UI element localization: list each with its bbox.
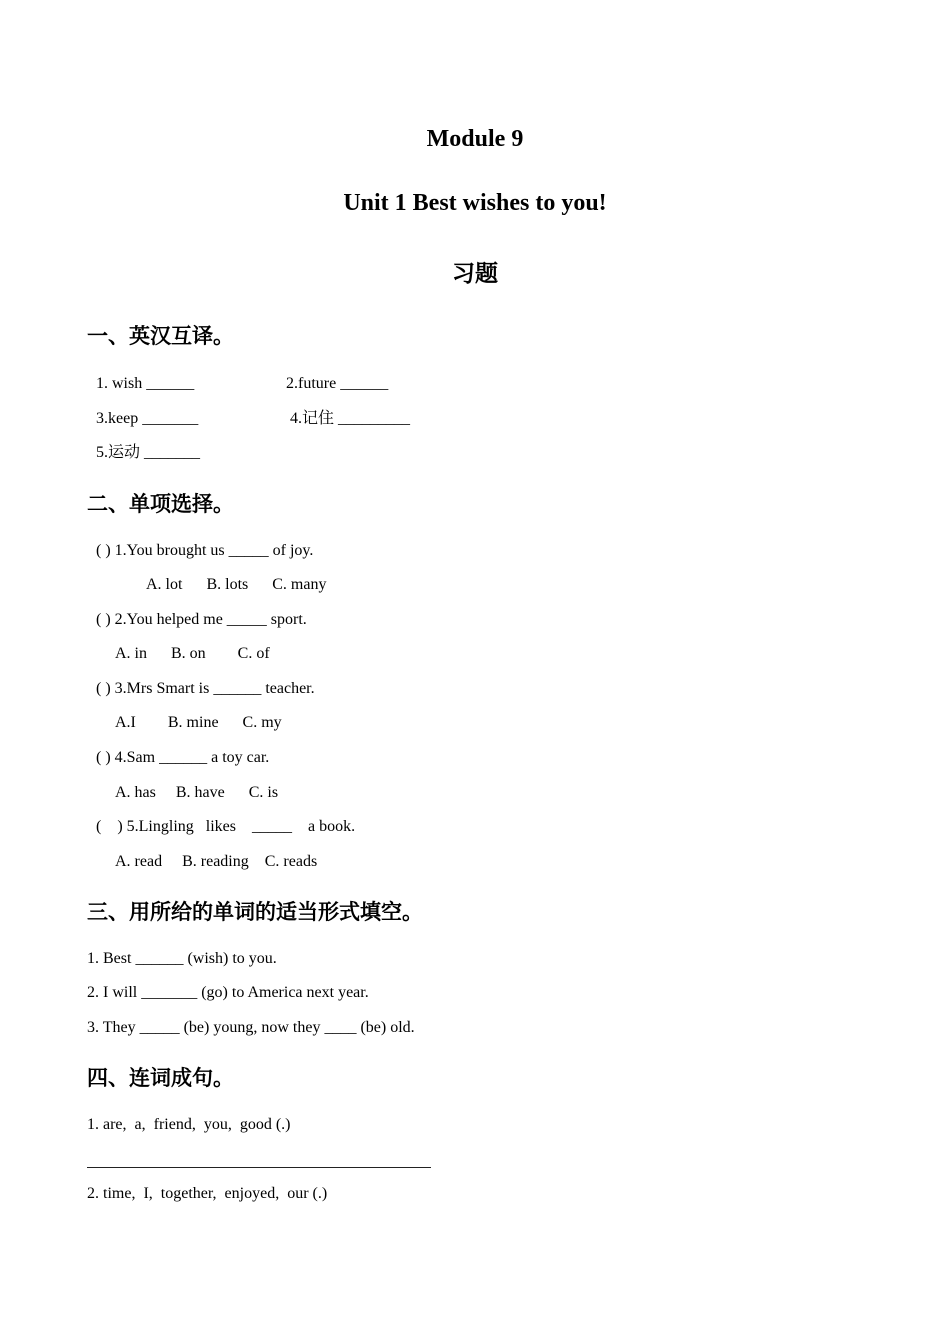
order-q1: 1. are, a, friend, you, good (.) <box>87 1116 291 1133</box>
translate-q2: 2.future ______ <box>286 375 389 392</box>
translate-q3: 3.keep _______ <box>96 410 199 427</box>
translate-q5: 5.运动 _______ <box>96 444 201 461</box>
choice-q2-options: A. in B. on C. of <box>115 645 270 662</box>
choice-q2-stem: ( ) 2.You helped me _____ sport. <box>96 611 307 628</box>
choice-q5-stem: ( ) 5.Lingling likes _____ a book. <box>96 818 356 835</box>
answer-line <box>87 1167 431 1168</box>
choice-q1-options: A. lot B. lots C. many <box>146 576 327 593</box>
choice-q4-options: A. has B. have C. is <box>115 784 279 801</box>
module-title: Module 9 <box>426 126 524 152</box>
translate-q1: 1. wish ______ <box>96 375 195 392</box>
order-q2: 2. time, I, together, enjoyed, our (.) <box>87 1185 328 1202</box>
exercise-title: 习题 <box>452 261 498 287</box>
choice-q4-stem: ( ) 4.Sam ______ a toy car. <box>96 749 270 766</box>
section-translate-heading: 一、英汉互译。 <box>87 324 234 348</box>
translate-q4: 4.记住 _________ <box>290 410 411 427</box>
section-choice-heading: 二、单项选择。 <box>87 492 234 516</box>
fill-q2: 2. I will _______ (go) to America next year. <box>87 984 369 1001</box>
unit-title: Unit 1 Best wishes to you! <box>343 190 607 216</box>
choice-q5-options: A. read B. reading C. reads <box>115 853 318 870</box>
fill-q1: 1. Best ______ (wish) to you. <box>87 950 277 967</box>
section-fill-heading: 三、用所给的单词的适当形式填空。 <box>87 900 423 924</box>
fill-q3: 3. They _____ (be) young, now they ____ (be) old. <box>87 1019 415 1036</box>
choice-q3-options: A.I B. mine C. my <box>115 714 282 731</box>
section-order-heading: 四、连词成句。 <box>87 1066 234 1090</box>
choice-q3-stem: ( ) 3.Mrs Smart is ______ teacher. <box>96 680 315 697</box>
choice-q1-stem: ( ) 1.You brought us _____ of joy. <box>96 542 314 559</box>
